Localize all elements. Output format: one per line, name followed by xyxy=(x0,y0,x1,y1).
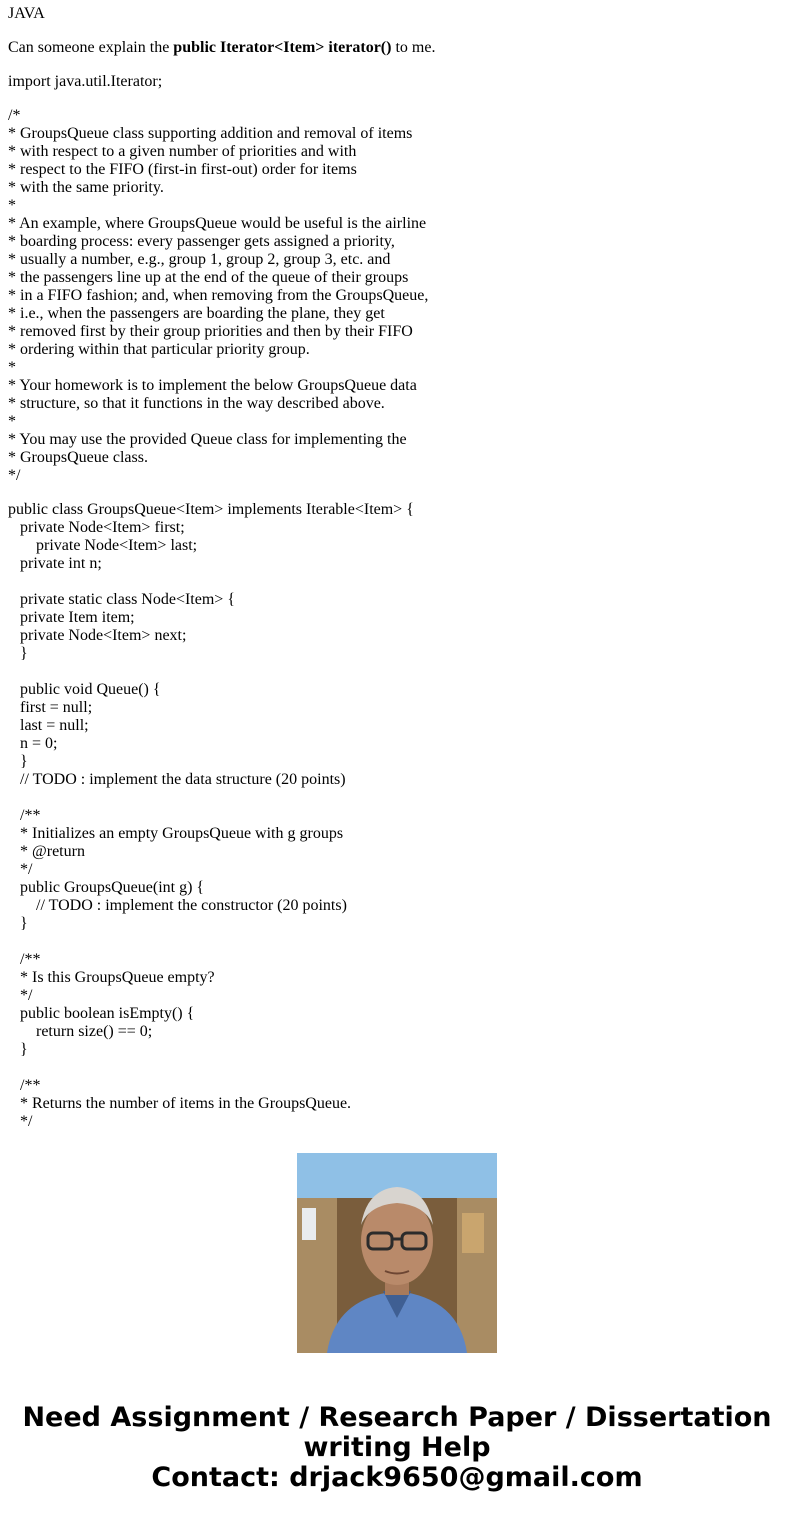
code-line: * @return xyxy=(8,843,85,860)
footer-line-1: Need Assignment / Research Paper / Dissertation xyxy=(22,1402,772,1433)
code-line: private Item item; xyxy=(8,609,135,626)
code-line: * You may use the provided Queue class for implementing the xyxy=(8,431,407,448)
code-line: * i.e., when the passengers are boarding the plane, they get xyxy=(8,305,385,322)
code-line: } xyxy=(8,915,28,932)
code-line: /** xyxy=(8,807,41,824)
code-line xyxy=(8,663,788,681)
code-line: } xyxy=(8,645,28,662)
code-line: public void Queue() { xyxy=(8,681,161,698)
code-line: return size() == 0; xyxy=(8,1023,153,1040)
tutor-avatar xyxy=(297,1153,497,1353)
question-suffix: to me. xyxy=(391,39,436,56)
code-line: * ordering within that particular priority group. xyxy=(8,341,310,358)
code-line: * usually a number, e.g., group 1, group 2, group 3, etc. and xyxy=(8,251,391,268)
code-line: * boarding process: every passenger gets assigned a priority, xyxy=(8,233,395,250)
code-line: /** xyxy=(8,1077,41,1094)
code-line: private Node<Item> next; xyxy=(8,627,187,644)
code-line: * structure, so that it functions in the way described above. xyxy=(8,395,385,412)
code-line: */ xyxy=(8,987,33,1004)
code-line: public class GroupsQueue<Item> implements Iterable<Item> { xyxy=(8,501,414,518)
footer-contact: Contact: drjack9650@gmail.com xyxy=(151,1462,643,1493)
code-line: * Is this GroupsQueue empty? xyxy=(8,969,215,986)
code-line: first = null; xyxy=(8,699,93,716)
question-text xyxy=(8,39,788,57)
code-line: * Your homework is to implement the below GroupsQueue data xyxy=(8,377,417,394)
code-line: * removed first by their group priorities and then by their FIFO xyxy=(8,323,413,340)
code-line xyxy=(8,933,788,951)
code-line: */ xyxy=(8,861,33,878)
code-line: * in a FIFO fashion; and, when removing from the GroupsQueue, xyxy=(8,287,429,304)
question-highlight: public Iterator<Item> iterator() xyxy=(173,39,392,56)
code-line: * respect to the FIFO (first-in first-out) order for items xyxy=(8,161,357,178)
code-line: last = null; xyxy=(8,717,89,734)
code-line xyxy=(8,573,788,591)
question-prefix: Can someone explain the xyxy=(8,39,174,56)
code-line: */ xyxy=(8,1113,33,1130)
code-line: private Node<Item> first; xyxy=(8,519,185,536)
class-code-block xyxy=(8,501,788,1131)
code-line: * with the same priority. xyxy=(8,179,164,196)
code-line: * xyxy=(8,359,16,376)
code-line xyxy=(8,1059,788,1077)
code-line: * An example, where GroupsQueue would be useful is the airline xyxy=(8,215,427,232)
import-statement: import java.util.Iterator; xyxy=(8,73,163,90)
code-line: } xyxy=(8,1041,28,1058)
code-line: * GroupsQueue class supporting addition and removal of items xyxy=(8,125,413,142)
code-line: */ xyxy=(8,467,21,484)
code-line: * the passengers line up at the end of the queue of their groups xyxy=(8,269,409,286)
code-line: n = 0; xyxy=(8,735,58,752)
code-line: public GroupsQueue(int g) { xyxy=(8,879,205,896)
code-line: } xyxy=(8,753,28,770)
code-line: public boolean isEmpty() { xyxy=(8,1005,195,1022)
code-line: * xyxy=(8,197,16,214)
code-line: private Node<Item> last; xyxy=(8,537,198,554)
header-comment-block xyxy=(8,107,788,485)
code-line: * with respect to a given number of priorities and with xyxy=(8,143,357,160)
code-line: // TODO : implement the data structure (20 points) xyxy=(8,771,346,788)
code-line: // TODO : implement the constructor (20 points) xyxy=(8,897,347,914)
code-line: * Initializes an empty GroupsQueue with g groups xyxy=(8,825,344,842)
footer-promo xyxy=(0,1403,794,1493)
code-line: /** xyxy=(8,951,41,968)
code-line: private int n; xyxy=(8,555,102,572)
code-line xyxy=(8,789,788,807)
code-line: * Returns the number of items in the GroupsQueue. xyxy=(8,1095,352,1112)
code-line: * GroupsQueue class. xyxy=(8,449,148,466)
tutor-portrait-icon xyxy=(297,1153,497,1353)
code-line: /* xyxy=(8,107,21,124)
footer-line-2: writing Help xyxy=(303,1432,491,1463)
document-title: JAVA xyxy=(8,5,45,22)
code-line: private static class Node<Item> { xyxy=(8,591,235,608)
document-body xyxy=(8,5,788,1130)
code-line: * xyxy=(8,413,16,430)
